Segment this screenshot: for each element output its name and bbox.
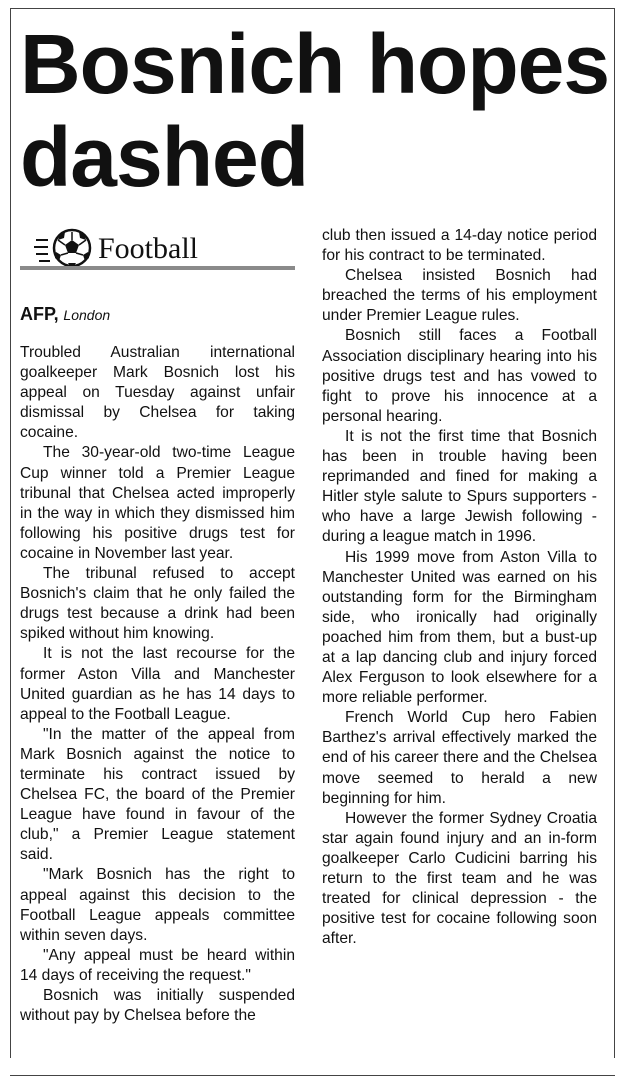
bottom-border-rule bbox=[10, 1075, 615, 1076]
right-border-rule bbox=[614, 8, 615, 1058]
paragraph: It is not the first time that Bosnich has been in trouble having been reprimanded and fined for making a Hitler style salute to Spurs supporters - who have a large Jewish following - during a league match in 1996. bbox=[322, 427, 597, 546]
section-tag bbox=[20, 226, 295, 274]
byline-agency: AFP, bbox=[20, 304, 59, 324]
paragraph: "Mark Bosnich has the right to appeal against this decision to the Football League appeals committee within seven days. bbox=[20, 866, 295, 944]
paragraph: The tribunal refused to accept Bosnich's claim that he only failed the drugs test because a drink had been spiked without him knowing. bbox=[20, 565, 295, 643]
top-border-rule bbox=[10, 8, 615, 9]
paragraph: However the former Sydney Croatia star again found injury and an in-form goalkeeper Carlo Cudicini barring his return to the first team and he was treated for clinical depression - the positive test for cocaine following soon after. bbox=[322, 809, 597, 948]
paragraph: "Any appeal must be heard within 14 days of receiving the request." bbox=[20, 946, 295, 984]
left-border-rule bbox=[10, 8, 11, 1058]
paragraph: Bosnich was initially suspended without pay by Chelsea before the bbox=[20, 987, 295, 1025]
article-column-right bbox=[322, 226, 597, 949]
byline-place: London bbox=[63, 307, 111, 323]
paragraph: "In the matter of the appeal from Mark Bosnich against the notice to terminate his contract issued by Chelsea FC, the board of the Premier League have found in favour of the club," a Premier League statement said. bbox=[20, 725, 295, 864]
byline bbox=[20, 303, 110, 326]
paragraph: The 30-year-old two-time League Cup winner told a Premier League tribunal that Chelsea acted improperly in the way in which they dismissed him following his positive drugs test for cocaine in November last year. bbox=[20, 444, 295, 562]
paragraph: Troubled Australian international goalkeeper Mark Bosnich lost his appeal on Tuesday against unfair dismissal by Chelsea for taking cocaine. bbox=[20, 344, 295, 442]
soccer-ball-icon bbox=[34, 228, 100, 268]
paragraph: Chelsea insisted Bosnich had breached the terms of his employment under Premier League rules. bbox=[322, 267, 597, 325]
section-underline bbox=[20, 266, 295, 270]
article-column-left bbox=[20, 343, 295, 1026]
paragraph: His 1999 move from Aston Villa to Manchester United was earned on his outstanding form for the Birmingham side, who ironically had originally poached him from them, but a bust-up at a lap dancing club and injury forced Alex Ferguson to look elsewhere for a more reliable performer. bbox=[322, 548, 597, 707]
paragraph: French World Cup hero Fabien Barthez's arrival effectively marked the end of his career there and the Chelsea move seemed to herald a new beginning for him. bbox=[322, 709, 597, 807]
paragraph: Bosnich still faces a Football Association disciplinary hearing into his positive drugs test and has vowed to fight to prove his innocence at a personal hearing. bbox=[322, 327, 597, 425]
paragraph: club then issued a 14-day notice period for his contract to be terminated. bbox=[322, 227, 597, 265]
section-label: Football bbox=[98, 232, 199, 265]
headline: Bosnich hopes dashed bbox=[20, 17, 610, 204]
paragraph: It is not the last recourse for the former Aston Villa and Manchester United guardian as he has 14 days to appeal to the Football League. bbox=[20, 645, 295, 723]
